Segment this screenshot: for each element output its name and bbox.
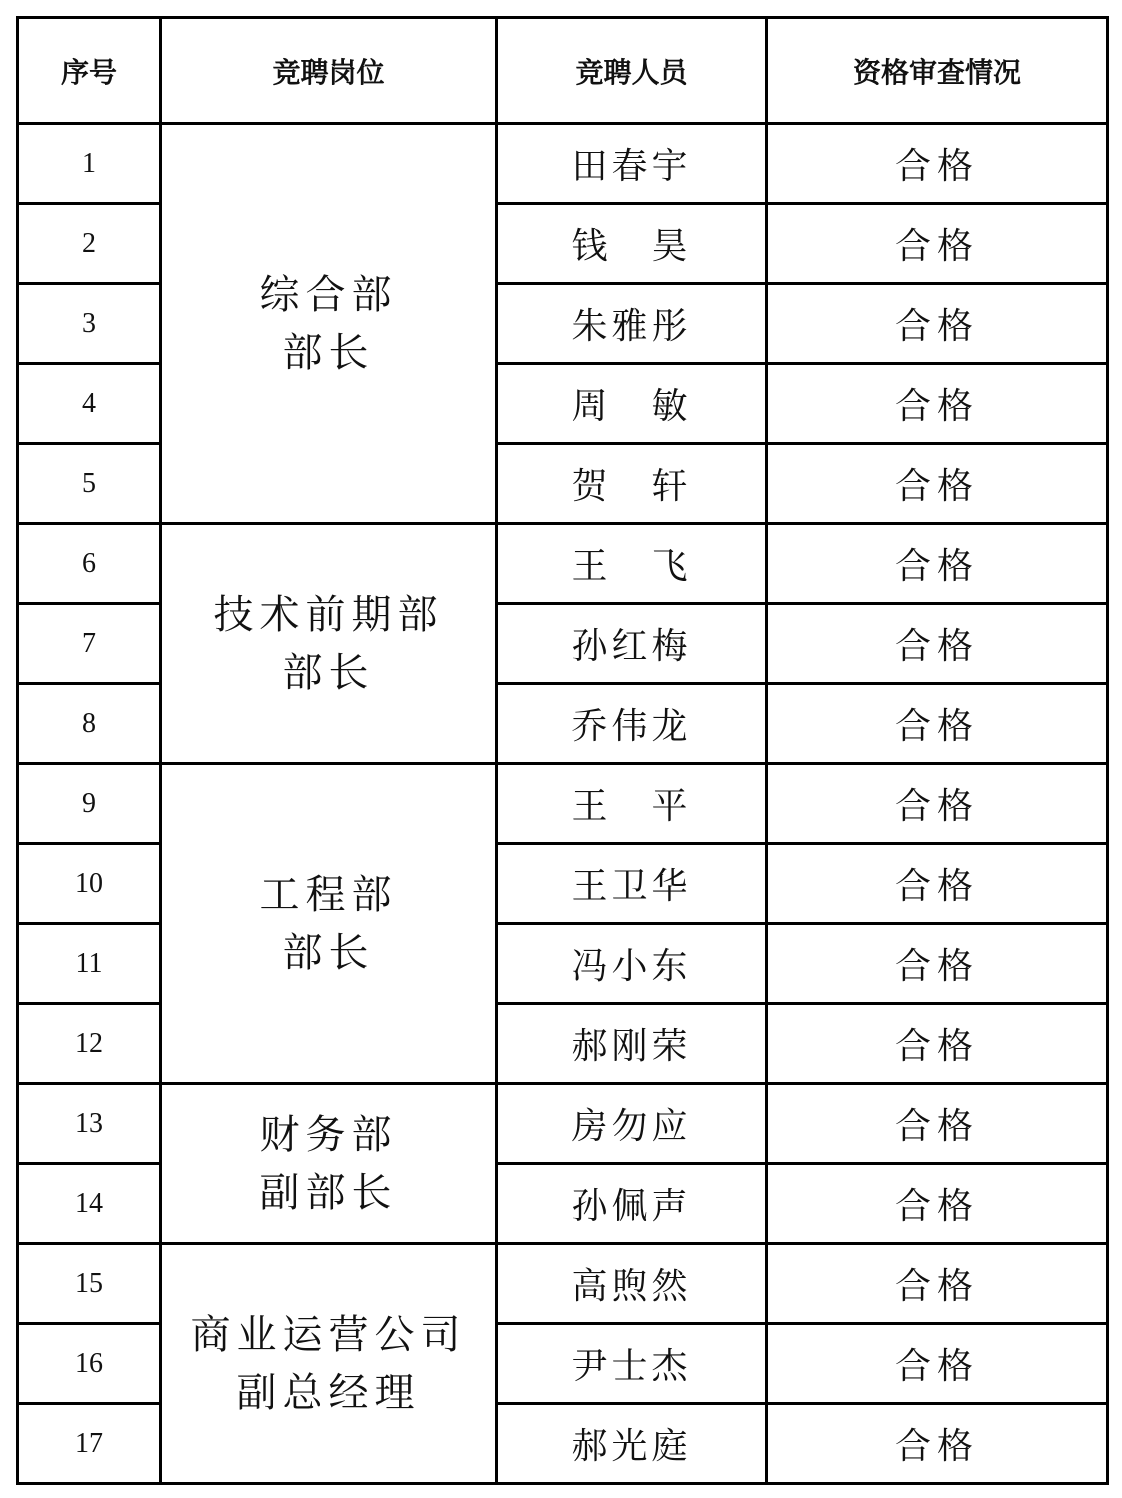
- header-row: [18, 18, 1108, 124]
- seq-cell: 14: [18, 1164, 161, 1244]
- candidate-name-cell: 周 敏: [497, 364, 767, 444]
- position-label: 副部长: [259, 1169, 398, 1216]
- seq-cell: 16: [18, 1324, 161, 1404]
- review-result-cell: 合格: [767, 764, 1108, 844]
- candidate-name-cell: 郝刚荣: [497, 1004, 767, 1084]
- position-cell: [161, 764, 497, 1084]
- review-result-cell: 合格: [767, 924, 1108, 1004]
- header-seq: 序号: [18, 18, 161, 124]
- table-row: [18, 1244, 1108, 1324]
- seq-cell: 4: [18, 364, 161, 444]
- review-result-cell: 合格: [767, 604, 1108, 684]
- position-cell: [161, 524, 497, 764]
- review-result-cell: 合格: [767, 524, 1108, 604]
- review-result-cell: 合格: [767, 1084, 1108, 1164]
- review-result-cell: 合格: [767, 204, 1108, 284]
- candidate-name-cell: 田春宇: [497, 124, 767, 204]
- table-row: [18, 524, 1108, 604]
- review-result-cell: 合格: [767, 1324, 1108, 1404]
- review-result-cell: 合格: [767, 1164, 1108, 1244]
- seq-cell: 11: [18, 924, 161, 1004]
- seq-cell: 12: [18, 1004, 161, 1084]
- candidate-name-cell: 贺 轩: [497, 444, 767, 524]
- table-body: [18, 124, 1108, 1484]
- qualification-table: [16, 16, 1109, 1485]
- position-label: 部长: [282, 929, 375, 976]
- header-candidate: 竞聘人员: [497, 18, 767, 124]
- review-result-cell: 合格: [767, 684, 1108, 764]
- review-result-cell: 合格: [767, 284, 1108, 364]
- review-result-cell: 合格: [767, 1404, 1108, 1484]
- position-cell: [161, 1084, 497, 1244]
- candidate-name-cell: 王卫华: [497, 844, 767, 924]
- seq-cell: 15: [18, 1244, 161, 1324]
- position-cell: [161, 1244, 497, 1484]
- review-result-cell: 合格: [767, 124, 1108, 204]
- candidate-name-cell: 朱雅彤: [497, 284, 767, 364]
- seq-cell: 2: [18, 204, 161, 284]
- header-position: 竞聘岗位: [161, 18, 497, 124]
- position-cell: [161, 124, 497, 524]
- candidate-name-cell: 乔伟龙: [497, 684, 767, 764]
- position-label: 技术前期部: [213, 591, 444, 638]
- position-label: 综合部: [259, 271, 398, 318]
- candidate-name-cell: 房勿应: [497, 1084, 767, 1164]
- seq-cell: 3: [18, 284, 161, 364]
- candidate-name-cell: 钱 昊: [497, 204, 767, 284]
- table-row: [18, 764, 1108, 844]
- review-result-cell: 合格: [767, 444, 1108, 524]
- review-result-cell: 合格: [767, 1244, 1108, 1324]
- table-row: [18, 124, 1108, 204]
- candidate-name-cell: 孙红梅: [497, 604, 767, 684]
- seq-cell: 7: [18, 604, 161, 684]
- candidate-name-cell: 高煦然: [497, 1244, 767, 1324]
- candidate-name-cell: 郝光庭: [497, 1404, 767, 1484]
- candidate-name-cell: 冯小东: [497, 924, 767, 1004]
- review-result-cell: 合格: [767, 1004, 1108, 1084]
- position-label: 部长: [282, 329, 375, 376]
- candidate-name-cell: 王 飞: [497, 524, 767, 604]
- review-result-cell: 合格: [767, 844, 1108, 924]
- position-label: 副总经理: [236, 1369, 421, 1416]
- candidate-name-cell: 孙佩声: [497, 1164, 767, 1244]
- position-label: 部长: [282, 649, 375, 696]
- seq-cell: 13: [18, 1084, 161, 1164]
- review-result-cell: 合格: [767, 364, 1108, 444]
- seq-cell: 5: [18, 444, 161, 524]
- table-row: [18, 1084, 1108, 1164]
- position-label: 工程部: [259, 871, 398, 918]
- seq-cell: 1: [18, 124, 161, 204]
- seq-cell: 9: [18, 764, 161, 844]
- seq-cell: 8: [18, 684, 161, 764]
- seq-cell: 10: [18, 844, 161, 924]
- seq-cell: 6: [18, 524, 161, 604]
- header-review: 资格审查情况: [767, 18, 1108, 124]
- position-label: 财务部: [259, 1111, 398, 1158]
- candidate-name-cell: 王 平: [497, 764, 767, 844]
- seq-cell: 17: [18, 1404, 161, 1484]
- position-label: 商业运营公司: [190, 1311, 467, 1358]
- candidate-name-cell: 尹士杰: [497, 1324, 767, 1404]
